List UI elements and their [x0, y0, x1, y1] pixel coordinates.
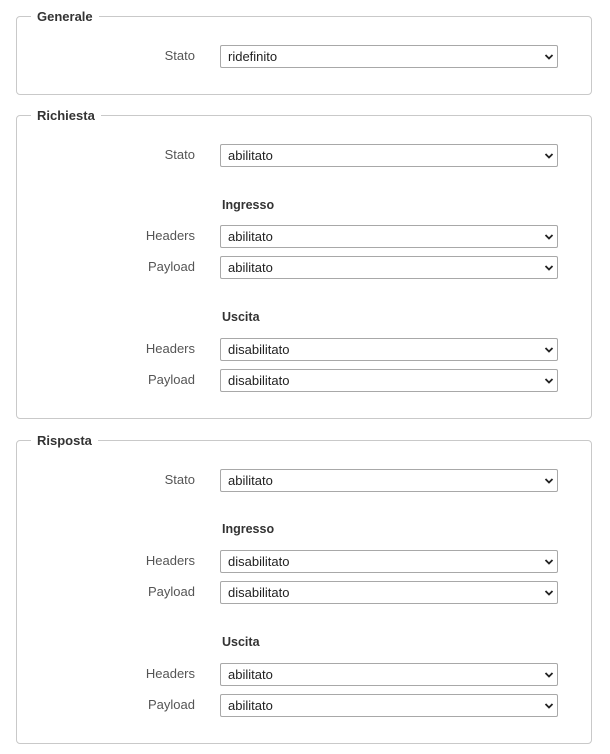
- row-richiesta-uscita-payload: [17, 369, 593, 392]
- row-generale-stato: [17, 45, 593, 68]
- select-value: disabilitato: [228, 554, 290, 569]
- select-risposta-uscita-payload[interactable]: [220, 694, 558, 717]
- select-value: abilitato: [228, 148, 273, 163]
- fieldset-generale: [16, 9, 592, 95]
- select-value: disabilitato: [228, 373, 290, 388]
- row-richiesta-stato: [17, 144, 593, 167]
- row-risposta-ingresso-headers: [17, 550, 593, 573]
- chevron-down-icon: [544, 701, 554, 711]
- select-richiesta-uscita-headers[interactable]: [220, 338, 558, 361]
- select-generale-stato[interactable]: [220, 45, 558, 68]
- select-value: abilitato: [228, 260, 273, 275]
- label-richiesta-ingresso-payload: Payload: [148, 259, 195, 274]
- row-richiesta-ingresso-payload: [17, 256, 593, 279]
- row-risposta-ingresso-payload: [17, 581, 593, 604]
- select-value: abilitato: [228, 698, 273, 713]
- select-value: abilitato: [228, 473, 273, 488]
- fieldset-richiesta: [16, 108, 592, 419]
- chevron-down-icon: [544, 232, 554, 242]
- subheading-risposta-ingresso: Ingresso: [222, 522, 275, 536]
- subheading-richiesta-uscita: Uscita: [222, 310, 260, 324]
- label-richiesta-ingresso-headers: Headers: [145, 228, 195, 243]
- select-richiesta-uscita-payload[interactable]: [220, 369, 558, 392]
- label-risposta-stato: Stato: [164, 472, 195, 487]
- subheading-richiesta-ingresso: Ingresso: [222, 198, 275, 212]
- legend-risposta: Risposta: [31, 432, 98, 450]
- label-richiesta-uscita-headers: Headers: [145, 341, 195, 356]
- row-risposta-uscita-payload: [17, 694, 593, 717]
- select-value: disabilitato: [228, 585, 290, 600]
- select-value: ridefinito: [228, 49, 278, 64]
- select-risposta-uscita-headers[interactable]: [220, 663, 558, 686]
- subheading-risposta-uscita: Uscita: [222, 635, 260, 649]
- chevron-down-icon: [544, 557, 554, 567]
- chevron-down-icon: [544, 476, 554, 486]
- select-value: disabilitato: [228, 342, 290, 357]
- select-richiesta-ingresso-payload[interactable]: [220, 256, 558, 279]
- label-risposta-ingresso-payload: Payload: [148, 584, 195, 599]
- label-risposta-ingresso-headers: Headers: [145, 553, 195, 568]
- chevron-down-icon: [544, 376, 554, 386]
- chevron-down-icon: [544, 52, 554, 62]
- chevron-down-icon: [544, 345, 554, 355]
- label-risposta-uscita-payload: Payload: [148, 697, 195, 712]
- legend-richiesta: Richiesta: [31, 107, 101, 125]
- label-risposta-uscita-headers: Headers: [145, 666, 195, 681]
- chevron-down-icon: [544, 263, 554, 273]
- select-richiesta-ingresso-headers[interactable]: [220, 225, 558, 248]
- row-richiesta-ingresso-headers: [17, 225, 593, 248]
- legend-generale: Generale: [31, 8, 99, 26]
- select-value: abilitato: [228, 229, 273, 244]
- select-risposta-ingresso-headers[interactable]: [220, 550, 558, 573]
- label-richiesta-uscita-payload: Payload: [148, 372, 195, 387]
- chevron-down-icon: [544, 588, 554, 598]
- select-value: abilitato: [228, 667, 273, 682]
- label-generale-stato: Stato: [164, 48, 195, 63]
- chevron-down-icon: [544, 670, 554, 680]
- label-richiesta-stato: Stato: [164, 147, 195, 162]
- row-risposta-stato: [17, 469, 593, 492]
- select-risposta-ingresso-payload[interactable]: [220, 581, 558, 604]
- fieldset-risposta: [16, 433, 592, 744]
- row-richiesta-uscita-headers: [17, 338, 593, 361]
- chevron-down-icon: [544, 151, 554, 161]
- row-risposta-uscita-headers: [17, 663, 593, 686]
- select-risposta-stato[interactable]: [220, 469, 558, 492]
- select-richiesta-stato[interactable]: [220, 144, 558, 167]
